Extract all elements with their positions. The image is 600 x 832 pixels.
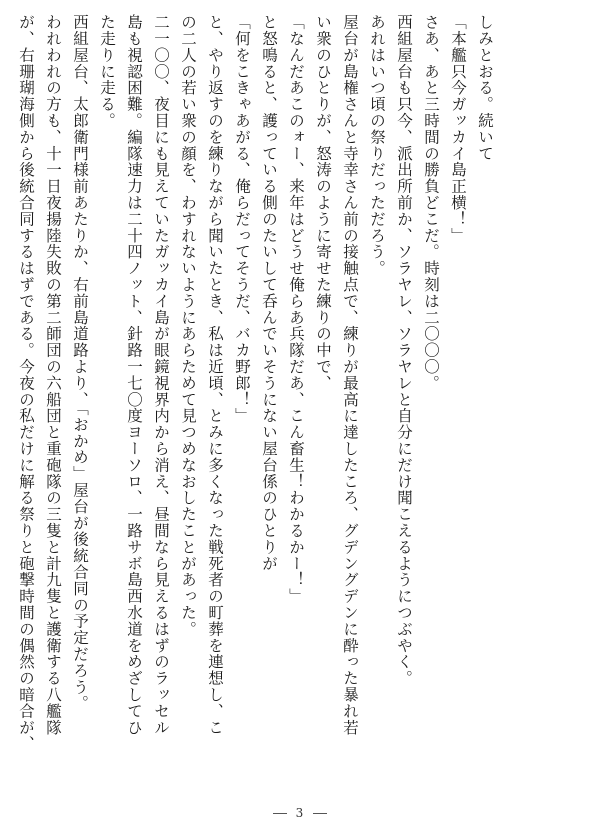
text-line: 島も視認困難。編隊速力は二十四ノット、針路一七〇度ヨーソロ、一路サボ島西水道をめざしてひ [125, 14, 143, 736]
dash-left [273, 813, 287, 814]
text-line: 「本艦只今ガッカイ島正横！」 [449, 14, 467, 244]
text-line: しみとおる。続いて [476, 14, 494, 162]
text-line: あれはいつ頃の祭りだっただろう。 [368, 14, 386, 277]
page-number: 3 [295, 806, 305, 820]
text-line: さあ、あと三時間の勝負どこだ。時刻は二〇〇〇。 [422, 14, 440, 392]
text-line: 西組屋台も只今、派出所前か、ソラヤレ、ソラヤレと自分にだけ聞こえるようにつぶやく。 [395, 14, 413, 687]
text-line: の二人の若い衆の顔を、わすれないようにあらためて見つめなおしたことがあった。 [179, 14, 197, 638]
text-line: 西組屋台、太郎衛門様前あたりか、右前島道路より、「おかめ」屋台が後統合同の予定だろう。 [71, 14, 89, 712]
text-line: 「何をこきゃあがる、俺らだってそうだ、バカ野郎！」 [233, 14, 251, 424]
page-body [12, 14, 578, 756]
text-line: と怒鳴ると、護っている側のたいして呑んでいそうにない屋台係のひとりが [260, 14, 278, 572]
text-line: い衆のひとりが、怒涛のように寄せた練りの中で、 [314, 14, 332, 392]
text-line: われわれの方も、十一日夜揚陸失敗の第二師団の六船団と重砲隊の三隻と計九隻と護衛する八艦隊 [44, 14, 62, 736]
text-line: 「なんだあこのォー、来年はどうせ俺らあ兵隊だあ、こん畜生！わかるかー！」 [287, 14, 305, 605]
vertical-text-body [12, 14, 498, 756]
text-line: 屋台が島権さんと寺幸さん前の接触点で、練りが最高に達したころ、グデングデンに酔った暴れ若 [341, 14, 359, 736]
text-line: た走りに走る。 [98, 14, 116, 129]
text-line: が、右珊瑚海側から後統合同するはずである。今夜の私だけに解る祭りと砲撃時間の偶然の暗合が、 [17, 14, 35, 752]
text-line: と、やり返すのを練りながら聞いたとき、私は近頃、とみに多くなった戦死者の町葬を連想し、こ [206, 14, 224, 736]
text-line: 二一〇〇、夜目にも見えていたガッカイ島が眼鏡視界内から消え、昼間なら見えるはずのラッセル [152, 14, 170, 736]
dash-right [313, 813, 327, 814]
page-number-footer [0, 806, 600, 820]
